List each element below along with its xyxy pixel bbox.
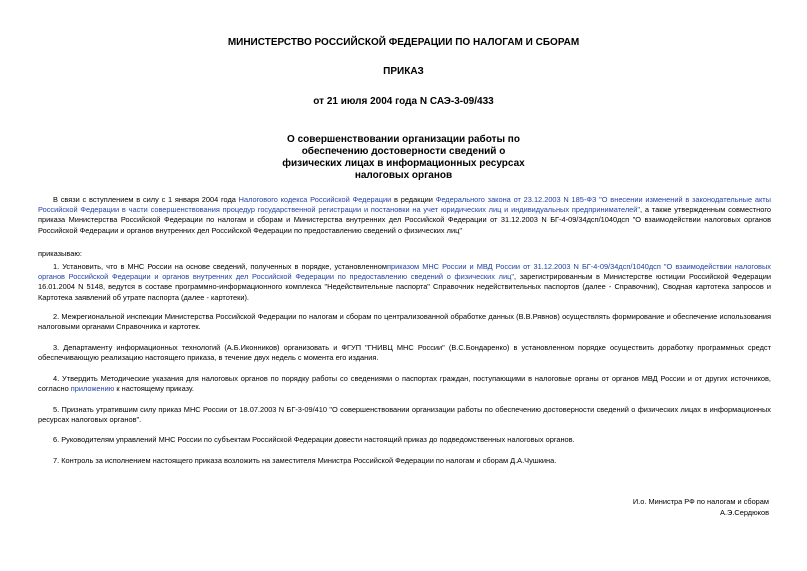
title-line: обеспечению достоверности сведений о	[301, 146, 506, 157]
item-4	[38, 374, 771, 394]
signatory-name: А.Э.Сердюков	[720, 508, 769, 517]
preamble-paragraph	[38, 195, 771, 236]
item-1-text: , зарегистрированным в Министерстве юстиции Российской Федерации 16.01.2004 N 5148, ведутся в составе программно-информационного комплекса "Недействительные паспорта" Справочник недействительных паспортов (далее - Справочник), Сводная картотека запросов и Картотека заявлений об утрате паспорта (далее - картотеки).	[38, 272, 771, 302]
tax-code-link[interactable]: Налогового кодекса Российской Федерации	[238, 195, 392, 204]
item-5: 5. Признать утратившим силу приказ МНС России от 18.07.2003 N БГ-3-09/410 "О совершенствовании организации работы по обеспечению достоверности сведений о физических лицах в информационных ресурсах налоговых органов".	[38, 405, 771, 425]
appendix-link[interactable]: приложению	[70, 384, 115, 394]
title-line: О совершенствовании организации работы по	[287, 134, 520, 145]
ministry-header: МИНИСТЕРСТВО РОССИЙСКОЙ ФЕДЕРАЦИИ ПО НАЛОГАМ И СБОРАМ	[227, 37, 580, 48]
preamble-text: в редакции	[391, 195, 436, 204]
document-date-number: от 21 июля 2004 года N САЭ-3-09/433	[313, 96, 494, 107]
signature-block	[633, 496, 769, 518]
title-line: физических лицах в информационных ресурсах	[282, 158, 525, 169]
preamble-text: , а также утвержденным совместного приказа Министерства Российской Федерации по налогам и сборам и Министерства внутренних дел Российской Федерации от 31.12.2003 N БГ-4-09/34дсп/1040дсп "О взаимодействии налоговых органов Российской Федерации и органов внутренних дел Российской Федерации по предоставлению сведений о физических лиц"	[38, 205, 771, 235]
document-type: ПРИКАЗ	[383, 66, 424, 77]
item-4-text: к настоящему приказу.	[114, 384, 194, 394]
joint-order-link[interactable]: приказом МНС России и МВД России от 31.12.2003 N БГ-4-09/34дсп/1040дсп "О взаимодействии налоговых органов Российской Федерации и органов внутренних дел Российской Федерации по предоставлению сведений о физических лиц"	[38, 262, 771, 282]
document-title	[0, 134, 807, 182]
item-1-text: 1. Установить, что в МНС России на основе сведений, полученных в порядке, установленном	[53, 262, 387, 271]
title-line: налоговых органов	[354, 170, 453, 181]
preamble-text: В связи с вступлением в силу с 1 января 2004 года	[53, 195, 239, 204]
federal-law-link[interactable]: Федерального закона от 23.12.2003 N 185-ФЗ "О внесении изменений в законодательные акты Российской Федерации в части совершенствования процедур государственной регистрации и постановки на учет юридических лиц и индивидуальных предпринимателей"	[38, 195, 771, 215]
item-7: 7. Контроль за исполнением настоящего приказа возложить на заместителя Министра Российской Федерации по налогам и сборам Д.А.Чушкина.	[53, 456, 557, 465]
order-word: приказываю:	[38, 249, 82, 258]
signatory-position: И.о. Министра РФ по налогам и сборам	[632, 497, 769, 506]
item-3: 3. Департаменту информационных технологий (А.Б.Иконников) организовать и ФГУП "ГНИВЦ МНС России" (В.С.Бондаренко) в установленном порядке осуществить доработку программных средст обеспечивающую реализацию настоящего приказа, в течение двух недель с момента его издания.	[38, 343, 771, 363]
item-6: 6. Руководителям управлений МНС России по субъектам Российской Федерации довести настоящий приказ до подведомственных налоговых органов.	[53, 435, 575, 444]
item-1	[38, 262, 771, 303]
item-4-text: 4. Утвердить Методические указания для налоговых органов по порядку работы со сведениями о паспортах граждан, поступающими в налоговые органы от органов МВД России и от других источников, согласно	[38, 374, 771, 394]
item-2: 2. Межрегиональной инспекции Министерства Российской Федерации по налогам и сборам по централизованной обработке данных (В.В.Рявнов) осуществлять формирование и обеспечение использования налоговыми органами Справочника и картотек.	[38, 312, 771, 332]
